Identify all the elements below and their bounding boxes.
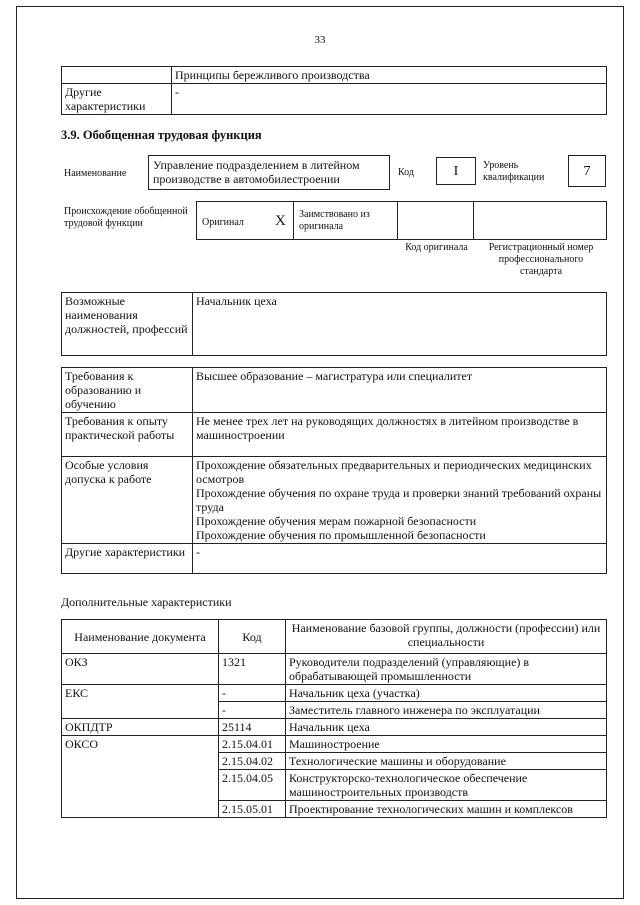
code-cell: - — [219, 702, 286, 719]
gtf-code-label: Код — [398, 167, 414, 178]
table-row — [62, 719, 607, 736]
code-cell: 2.15.04.02 — [219, 753, 286, 770]
additional-table — [61, 619, 607, 818]
origin-reg-caption: Регистрационный номер профессионального стандарта — [488, 242, 594, 277]
doc-cell: ЕКС — [62, 685, 219, 719]
top-table-row2-label: Другие характеристики — [62, 84, 172, 115]
origin-borrowed-label: Заимствовано из оригинала — [299, 209, 370, 232]
code-cell: 1321 — [219, 654, 286, 685]
origin-original-label: Оригинал — [202, 217, 244, 228]
requirement-label: Требования к образованию и обучению — [62, 368, 193, 413]
gtf-name-label: Наименование — [64, 168, 127, 179]
origin-divider-2 — [397, 201, 398, 240]
name-cell: Технологические машины и оборудование — [286, 753, 607, 770]
table-row — [62, 457, 607, 544]
requirement-line: Прохождение обязательных предварительных и периодических медицинских осмотров — [196, 458, 592, 486]
name-cell: Конструкторско-технологическое обеспечение машиностроительных производств — [286, 770, 607, 801]
table-row — [62, 368, 607, 413]
name-cell: Начальник цеха — [286, 719, 607, 736]
name-cell: Начальник цеха (участка) — [286, 685, 607, 702]
name-cell: Машиностроение — [286, 736, 607, 753]
positions-value: Начальник цеха — [193, 293, 607, 356]
code-cell: - — [219, 685, 286, 702]
name-cell: Заместитель главного инженера по эксплуатации — [286, 702, 607, 719]
requirement-line: Прохождение обучения по охране труда и проверки знаний требований охраны труда — [196, 486, 602, 514]
requirement-value — [193, 457, 607, 544]
table-row — [62, 413, 607, 457]
code-cell: 2.15.05.01 — [219, 801, 286, 818]
gtf-level-value: 7 — [568, 155, 606, 187]
origin-box — [196, 201, 607, 240]
header-code: Код — [219, 620, 286, 654]
table-row — [62, 544, 607, 574]
code-cell: 2.15.04.01 — [219, 736, 286, 753]
doc-cell: ОКЗ — [62, 654, 219, 685]
top-table — [61, 66, 607, 115]
origin-divider-3 — [473, 201, 474, 240]
code-cell: 2.15.04.05 — [219, 770, 286, 801]
top-table-row2-value: - — [172, 84, 607, 115]
requirement-value: - — [193, 544, 607, 574]
name-cell: Руководители подразделений (управляющие) в обрабатывающей промышленности — [286, 654, 607, 685]
gtf-name-value: Управление подразделением в литейном производстве в автомобилестроении — [148, 155, 390, 190]
header-name: Наименование базовой группы, должности (профессии) или специальности — [286, 620, 607, 654]
table-header-row — [62, 620, 607, 654]
name-cell: Проектирование технологических машин и комплексов — [286, 801, 607, 818]
doc-cell: ОКПДТР — [62, 719, 219, 736]
positions-label: Возможные наименования должностей, профессий — [62, 293, 193, 356]
additional-title: Дополнительные характеристики — [61, 595, 232, 609]
requirement-line: Прохождение обучения по промышленной безопасности — [196, 528, 486, 542]
requirement-value: Не менее трех лет на руководящих должностях в литейном производстве в машиностроении — [193, 413, 607, 457]
origin-label: Происхождение обобщенной трудовой функции — [64, 206, 188, 229]
top-table-row1-value: Принципы бережливого производства — [172, 67, 607, 84]
doc-cell: ОКСО — [62, 736, 219, 818]
origin-code-caption: Код оригинала — [405, 242, 468, 253]
table-row — [62, 736, 607, 753]
origin-divider-1 — [293, 201, 294, 240]
requirement-label: Особые условия допуска к работе — [62, 457, 193, 544]
code-cell: 25114 — [219, 719, 286, 736]
section-title: 3.9. Обобщенная трудовая функция — [61, 128, 262, 142]
page-number: 33 — [314, 34, 326, 46]
origin-original-mark: X — [275, 213, 286, 229]
requirement-label: Требования к опыту практической работы — [62, 413, 193, 457]
table-row — [62, 654, 607, 685]
requirement-line: Прохождение обучения мерам пожарной безопасности — [196, 514, 477, 528]
requirement-label: Другие характеристики — [62, 544, 193, 574]
top-table-empty-cell — [62, 67, 172, 84]
requirements-table — [61, 367, 607, 574]
requirement-value: Высшее образование – магистратура или специалитет — [193, 368, 607, 413]
positions-table — [61, 292, 607, 356]
gtf-level-label: Уровень квалификации — [483, 160, 545, 183]
header-document: Наименование документа — [62, 620, 219, 654]
table-row — [62, 685, 607, 702]
gtf-code-value: I — [436, 157, 476, 185]
